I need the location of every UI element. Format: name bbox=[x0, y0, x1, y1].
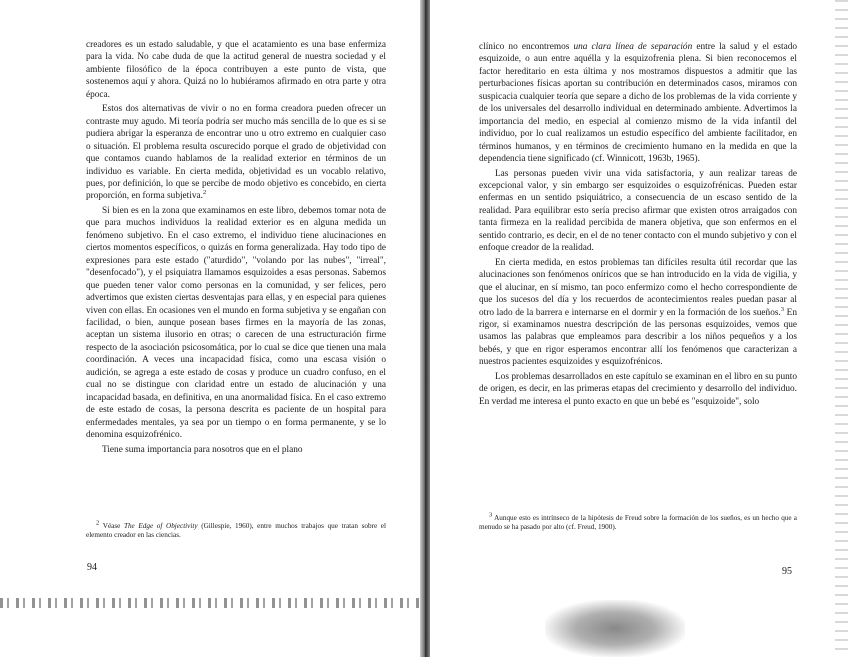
right-paragraph-3-b: En rigor, si examinamos nuestra descripción de las personas esquizoides, vemos que usamos las palabras que empleamos para describir a los niños pequeños y a los bebés, y que en rigor esperamos encontrar allí los fenómenos que caracterizan a nuestros pacientes esquizoides y esquizofrénicos. bbox=[479, 307, 797, 368]
right-paragraph-1-start: clínico no encontremos bbox=[479, 42, 574, 52]
right-paragraph-1-rest: entre la salud y el estado esquizoide, o aun entre aquélla y la esquizofrenia plena. Si bien reconocemos el factor hereditario en esta última y nos mostramos dispuestos a admitir que las perturbaciones físicas aportan su contribución en determinados casos, miramos con suspicacia cualquier teoría que separe a dicho de los problemas de la vida corriente y de los universales del desarrollo individual en determinado ambiente. Advertimos la importancia del medio, en especial al comienzo mismo de la vida infantil del individuo, por lo cual realizamos un estudio específico del ambiente facilitador, en términos humanos, y en términos de crecimiento humano en la medida en que la dependencia tiene significado (cf. Winnicott, 1963b, 1965). bbox=[479, 42, 798, 165]
footnote-ref-3: 3 bbox=[780, 305, 785, 313]
footnote-2-title: The Edge of Objectivity bbox=[123, 522, 198, 530]
page-edge-shadow bbox=[835, 0, 848, 657]
left-page-body bbox=[86, 39, 386, 458]
right-page-body bbox=[479, 41, 797, 410]
footnote-3-text: Aunque esto es intrínseco de la hipótesis de Freud sobre la formación de los sueños, es un hecho que a menudo se ha pasado por alto (cf. Freud, 1900). bbox=[479, 514, 797, 531]
footnote-3 bbox=[479, 511, 797, 532]
page-number-right: 95 bbox=[782, 566, 792, 577]
left-paragraph-4: Tiene suma importancia para nosotros que en el plano bbox=[102, 444, 303, 455]
left-page bbox=[0, 0, 420, 657]
right-paragraph-1-italic: una clara línea de separación bbox=[573, 42, 693, 52]
right-paragraph-3 bbox=[479, 257, 797, 369]
right-paragraph-2: Las personas pueden vivir una vida satisfactoria, y aun realizar tareas de excepcional valor, y sin embargo ser esquizoides o esquizofrénicas. Pueden estar enfermas en un sentido psiquiátrico, a consecuencia de un escaso sentido de la realidad. Para equilibrar esto sería preciso afirmar que existen otros arraigados con tanta firmeza en la realidad percibida de manera objetiva, que son enfermos en el sentido contrario, es decir, en el de no tener contacto con el mundo subjetivo y con el enfoque creador de la realidad. bbox=[479, 168, 797, 254]
page-number-left: 94 bbox=[87, 562, 97, 573]
left-paragraph-1: creadores es un estado saludable, y que el acatamiento es una base enfermiza para la vida. No cabe duda de que la actitud general de nuestra sociedad y el ambiente filosófico de la época contribuyen a este punto de vista, que sostenemos aquí y ahora. Quizá no lo hubiéramos afirmado en otra parte y otra época. bbox=[86, 40, 386, 100]
right-footnotes bbox=[479, 511, 797, 532]
left-paragraph-3: Si bien es en la zona que examinamos en este libro, debemos tomar nota de que para muchos individuos la realidad exterior es en alguna medida un fenómeno subjetivo. En el caso extremo, el individuo tiene alucinaciones en ciertos momentos específicos, o quizás en forma generalizada. Hay todo tipo de expresiones para este estado ("aturdido", "volando por las nubes", "irreal", "desenfocado"), y el psiquiatra llamamos esquizoides a esas personas. Sabemos que pueden tener valor como personas en la comunidad, y ser felices, pero advertimos que existen ciertas desventajas para ellas, y en especial para quienes viven con ellas. En ocasiones ven el mundo en forma subjetiva y se engañan con facilidad, o bien, aunque posean bases firmes en la mayoría de las zonas, aceptan un sistema ilusorio en otras; o carecen de una estructuración firme respecto de la asociación psicosomática, por lo cual se dice que tienen una mala coordinación. A veces una incapacidad física, como una escasa visión o audición, se agrega a este estado de cosas y produce un cuadro confuso, en el cual no se distingue con claridad entre un estado de alucinación y una incapacidad basada, en definitiva, en una anormalidad física. En el caso extremo de este estado de cosas, la persona descrita es paciente de un hospital para enfermedades mentales, ya sea por un tiempo o en forma permanente, y se lo denomina esquizofrénico. bbox=[86, 205, 386, 441]
left-paragraph-2-text: Estos dos alternativas de vivir o no en forma creadora pueden ofrecer un contraste muy agudo. Mi teoría podría ser mucho más sencilla de lo que es si se pudiera abrigar la esperanza de encontrar uno u otro extremo en cualquier caso o situación. El problema resulta oscurecido porque el grado de objetividad con que contamos cuando hablamos de la realidad exterior en términos de un individuo es variable. En cierta medida, objetividad es un vocablo relativo, pues, por definición, lo que se percibe de modo objetivo es concebido, en cierta proporción, en forma subjetiva. bbox=[86, 104, 386, 202]
right-paragraph-1 bbox=[479, 41, 797, 166]
footnote-2-marker: 2 bbox=[96, 519, 100, 527]
left-footnotes bbox=[86, 519, 386, 540]
right-page bbox=[430, 0, 848, 657]
left-paragraph-2 bbox=[86, 103, 386, 203]
footnote-3-marker: 3 bbox=[489, 511, 493, 519]
footnote-2-rest: (Gillespie, 1960), entre muchos trabajos que tratan sobre el elemento creador en las ciencias. bbox=[86, 522, 386, 539]
scan-smudge bbox=[545, 600, 685, 657]
scan-noise-strip bbox=[0, 598, 420, 608]
footnote-2 bbox=[86, 519, 386, 540]
right-paragraph-3-a: En cierta medida, en estos problemas tan difíciles resulta útil recordar que las alucinaciones son fenómenos oníricos que se han introducido en la vida de vigilia, y que el alucinar, en sí mismo, tan poco enfermizo como el hecho correspondiente de que los sucesos del día y los recuerdos de acontecimientos reales puedan pasar al otro lado de la barrera e internarse en el dormir y en la formación de los sueños. bbox=[479, 257, 797, 318]
right-paragraph-4: Los problemas desarrollados en este capítulo se examinan en el libro en su punto de origen, es decir, en las primeras etapas del crecimiento y desarrollo del individuo. En verdad me interesa el punto exacto en que un bebé es "esquizoide", solo bbox=[479, 371, 797, 407]
footnote-ref-2: 2 bbox=[202, 189, 207, 197]
book-gutter bbox=[420, 0, 430, 657]
footnote-2-lead: Véase bbox=[102, 522, 124, 530]
